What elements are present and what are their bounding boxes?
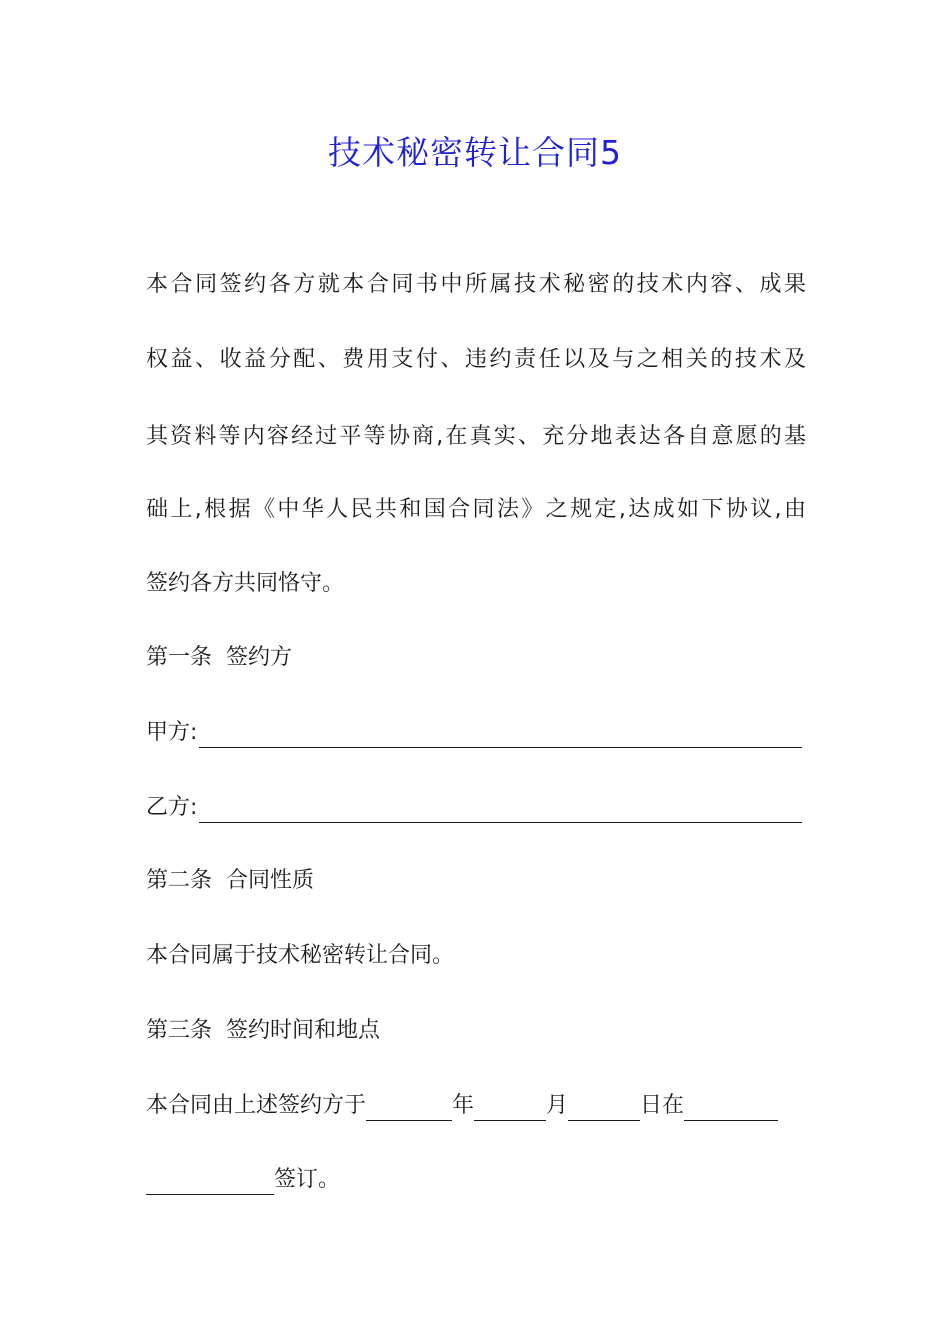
place-blank-1[interactable] xyxy=(684,1096,778,1121)
signing-prefix: 本合同由上述签约方于 xyxy=(146,1093,367,1118)
party-a-blank[interactable] xyxy=(199,723,802,748)
day-label: 日在 xyxy=(640,1093,685,1118)
article-1-heading: 第一条 签约方 xyxy=(146,645,292,670)
party-b-blank[interactable] xyxy=(199,798,802,823)
intro-line-5: 签约各方共同恪守。 xyxy=(146,571,345,596)
intro-line-3: 其资料等内容经过平等协商,在真实、充分地表达各自意愿的基 xyxy=(146,424,806,449)
intro-line-1: 本合同签约各方就本合同书中所属技术秘密的技术内容、成果 xyxy=(146,272,806,297)
signing-date-row xyxy=(146,1091,806,1121)
intro-line-2: 权益、收益分配、费用支付、违约责任以及与之相关的技术及 xyxy=(146,347,806,372)
article-2-heading: 第二条 合同性质 xyxy=(146,868,314,893)
signing-place-row xyxy=(146,1165,806,1195)
month-label: 月 xyxy=(546,1093,569,1118)
signing-suffix: 签订。 xyxy=(274,1167,341,1192)
year-blank[interactable] xyxy=(366,1096,452,1121)
article-3-heading: 第三条 签约时间和地点 xyxy=(146,1018,380,1043)
article-2-text: 本合同属于技术秘密转让合同。 xyxy=(146,943,455,968)
document-title: 技术秘密转让合同5 xyxy=(328,133,622,172)
year-label: 年 xyxy=(452,1093,475,1118)
place-blank-2[interactable] xyxy=(146,1170,274,1195)
month-blank[interactable] xyxy=(474,1096,546,1121)
party-b-row xyxy=(146,793,802,823)
party-a-row xyxy=(146,718,802,748)
party-b-label: 乙方: xyxy=(146,795,198,820)
party-a-label: 甲方: xyxy=(146,720,198,745)
day-blank[interactable] xyxy=(568,1096,640,1121)
intro-line-4: 础上,根据《中华人民共和国合同法》之规定,达成如下协议,由 xyxy=(146,497,806,522)
